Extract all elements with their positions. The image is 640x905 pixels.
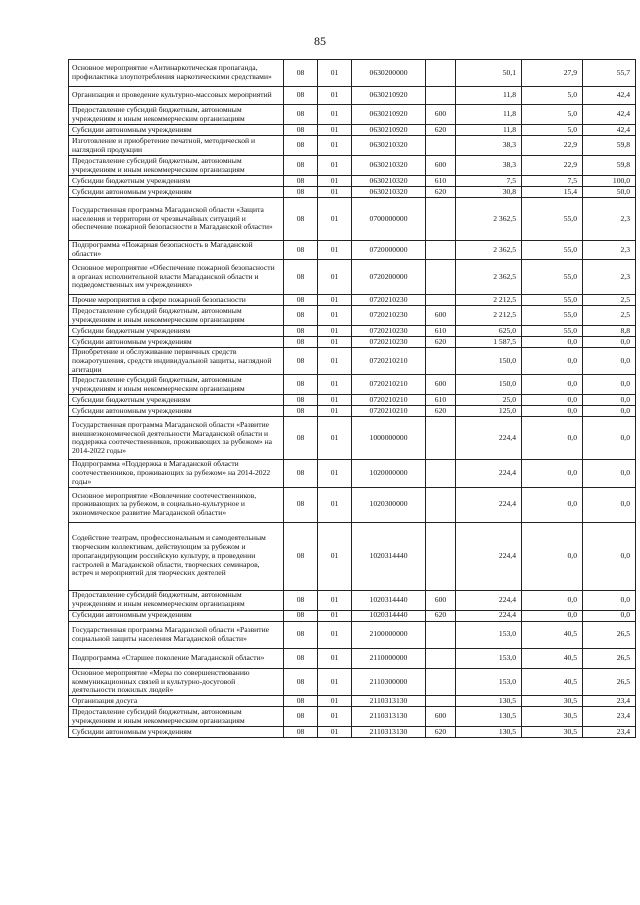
row-pct: 23,4 (583, 707, 636, 727)
row-pct: 23,4 (583, 727, 636, 738)
row-vr (426, 487, 456, 522)
row-vr (426, 87, 456, 105)
table-row (69, 60, 636, 87)
row-name: Предоставление субсидий бюджетным, автономным учреждениям и иным некоммерческим организациям (69, 707, 284, 727)
row-pct: 2,3 (583, 241, 636, 260)
row-vr: 620 (426, 610, 456, 621)
row-fact: 0,0 (522, 375, 583, 395)
row-rz: 08 (284, 668, 318, 695)
row-rz: 08 (284, 727, 318, 738)
row-name: Государственная программа Магаданской области «Развитие внешнеэкономической деятельности Магаданской области и поддержка соотечественников, проживающих за рубежом» на 2014-2022 годы» (69, 417, 284, 460)
row-vr (426, 522, 456, 590)
row-name: Субсидии автономным учреждениям (69, 337, 284, 348)
row-fact: 7,5 (522, 176, 583, 187)
row-pr: 01 (318, 156, 352, 176)
row-csr: 0720200000 (352, 260, 426, 295)
row-pr: 01 (318, 295, 352, 306)
row-fact: 22,9 (522, 136, 583, 156)
table-row (69, 621, 636, 648)
row-rz: 08 (284, 395, 318, 406)
row-vr: 610 (426, 326, 456, 337)
row-csr: 0720000000 (352, 241, 426, 260)
row-pr: 01 (318, 136, 352, 156)
row-pr: 01 (318, 241, 352, 260)
table-row (69, 406, 636, 417)
row-rz: 08 (284, 326, 318, 337)
row-pr: 01 (318, 348, 352, 375)
table-row (69, 326, 636, 337)
row-vr (426, 295, 456, 306)
table-row (69, 668, 636, 695)
row-fact: 55,0 (522, 260, 583, 295)
row-pct: 26,5 (583, 648, 636, 668)
row-pr: 01 (318, 105, 352, 125)
row-name: Приобретение и обслуживание первичных средств пожаротушения, средств индивидуальной защиты, наглядной агитации (69, 348, 284, 375)
row-fact: 0,0 (522, 487, 583, 522)
row-pct: 0,0 (583, 487, 636, 522)
row-plan: 38,3 (456, 156, 522, 176)
table-row (69, 176, 636, 187)
row-pr: 01 (318, 460, 352, 487)
row-vr: 600 (426, 156, 456, 176)
row-pct: 42,4 (583, 125, 636, 136)
table-row (69, 136, 636, 156)
row-name: Предоставление субсидий бюджетным, автономным учреждениям и иным некоммерческим организациям (69, 156, 284, 176)
row-plan: 2 212,5 (456, 306, 522, 326)
row-pct: 26,5 (583, 668, 636, 695)
row-plan: 130,5 (456, 696, 522, 707)
row-vr (426, 241, 456, 260)
row-vr: 620 (426, 125, 456, 136)
row-csr: 2110000000 (352, 648, 426, 668)
row-plan: 50,1 (456, 60, 522, 87)
row-csr: 0720210230 (352, 326, 426, 337)
row-csr: 0630210320 (352, 156, 426, 176)
row-fact: 0,0 (522, 417, 583, 460)
table-row (69, 87, 636, 105)
row-fact: 22,9 (522, 156, 583, 176)
row-fact: 30,5 (522, 696, 583, 707)
row-rz: 08 (284, 487, 318, 522)
row-pct: 23,4 (583, 696, 636, 707)
table-row (69, 460, 636, 487)
row-name: Субсидии автономным учреждениям (69, 406, 284, 417)
row-vr: 610 (426, 395, 456, 406)
row-name: Основное мероприятие «Обеспечение пожарной безопасности в органах исполнительной власти Магаданской области и подведомственных им учреждениях» (69, 260, 284, 295)
row-pct: 26,5 (583, 621, 636, 648)
row-name: Субсидии автономным учреждениям (69, 187, 284, 198)
row-plan: 2 362,5 (456, 198, 522, 241)
row-vr (426, 198, 456, 241)
row-name: Государственная программа Магаданской области «Развитие социальной защиты населения Магаданской области» (69, 621, 284, 648)
row-name: Субсидии бюджетным учреждениям (69, 326, 284, 337)
row-vr (426, 260, 456, 295)
row-plan: 1 587,5 (456, 337, 522, 348)
row-vr: 600 (426, 707, 456, 727)
row-csr: 0720210210 (352, 406, 426, 417)
row-fact: 55,0 (522, 198, 583, 241)
row-pr: 01 (318, 707, 352, 727)
table-row (69, 487, 636, 522)
row-name: Содействие театрам, профессиональным и самодеятельным творческим коллективам, действующим за рубежом и пропагандирующим российскую культуру, в проведении гастролей в Магаданской области, творческих семинаров, встреч и мероприятий для творческих деятелей (69, 522, 284, 590)
row-plan: 11,8 (456, 87, 522, 105)
row-fact: 30,5 (522, 707, 583, 727)
row-pr: 01 (318, 125, 352, 136)
row-pct: 2,3 (583, 198, 636, 241)
row-csr: 0630210320 (352, 136, 426, 156)
row-fact: 40,5 (522, 648, 583, 668)
row-vr: 620 (426, 337, 456, 348)
row-fact: 55,0 (522, 295, 583, 306)
row-plan: 224,4 (456, 522, 522, 590)
row-plan: 224,4 (456, 590, 522, 610)
row-vr: 620 (426, 727, 456, 738)
row-name: Субсидии автономным учреждениям (69, 125, 284, 136)
row-fact: 55,0 (522, 306, 583, 326)
row-vr (426, 460, 456, 487)
row-rz: 08 (284, 417, 318, 460)
row-name: Предоставление субсидий бюджетным, автономным учреждениям и иным некоммерческим организациям (69, 375, 284, 395)
row-pct: 59,8 (583, 156, 636, 176)
table-row (69, 375, 636, 395)
row-pr: 01 (318, 727, 352, 738)
row-name: Субсидии автономным учреждениям (69, 610, 284, 621)
row-pr: 01 (318, 590, 352, 610)
row-plan: 25,0 (456, 395, 522, 406)
row-plan: 11,8 (456, 105, 522, 125)
row-pct: 0,0 (583, 460, 636, 487)
row-vr: 600 (426, 375, 456, 395)
table-row (69, 696, 636, 707)
row-vr: 600 (426, 105, 456, 125)
row-name: Изготовление и приобретение печатной, методической и наглядной продукции (69, 136, 284, 156)
row-plan: 11,8 (456, 125, 522, 136)
table-row (69, 590, 636, 610)
row-pr: 01 (318, 60, 352, 87)
row-csr: 0720210230 (352, 295, 426, 306)
row-fact: 0,0 (522, 395, 583, 406)
row-fact: 0,0 (522, 610, 583, 621)
row-csr: 0720210230 (352, 337, 426, 348)
row-pct: 0,0 (583, 522, 636, 590)
row-csr: 1020000000 (352, 460, 426, 487)
row-vr (426, 60, 456, 87)
row-pct: 42,4 (583, 87, 636, 105)
table-row (69, 395, 636, 406)
row-fact: 40,5 (522, 621, 583, 648)
row-name: Субсидии автономным учреждениям (69, 727, 284, 738)
row-plan: 150,0 (456, 375, 522, 395)
row-pr: 01 (318, 187, 352, 198)
row-pct: 0,0 (583, 417, 636, 460)
row-pct: 0,0 (583, 406, 636, 417)
row-plan: 30,8 (456, 187, 522, 198)
row-pct: 100,0 (583, 176, 636, 187)
row-name: Организация досуга (69, 696, 284, 707)
row-name: Предоставление субсидий бюджетным, автономным учреждениям и иным некоммерческим организациям (69, 590, 284, 610)
row-vr (426, 417, 456, 460)
row-rz: 08 (284, 337, 318, 348)
row-name: Основное мероприятие «Антинаркотическая пропаганда, профилактика злоупотребления наркотическими средствами» (69, 60, 284, 87)
row-fact: 30,5 (522, 727, 583, 738)
row-csr: 0630200000 (352, 60, 426, 87)
table-row (69, 417, 636, 460)
row-fact: 5,0 (522, 105, 583, 125)
row-rz: 08 (284, 156, 318, 176)
table-row (69, 337, 636, 348)
row-pct: 59,8 (583, 136, 636, 156)
row-pct: 55,7 (583, 60, 636, 87)
row-rz: 08 (284, 136, 318, 156)
row-pct: 0,0 (583, 337, 636, 348)
table-row (69, 707, 636, 727)
row-pct: 2,5 (583, 306, 636, 326)
row-pct: 0,0 (583, 348, 636, 375)
table-row (69, 105, 636, 125)
row-pct: 2,5 (583, 295, 636, 306)
row-name: Подпрограмма «Пожарная безопасность в Магаданской области» (69, 241, 284, 260)
row-plan: 224,4 (456, 417, 522, 460)
row-plan: 2 362,5 (456, 241, 522, 260)
table-row (69, 156, 636, 176)
row-name: Субсидии бюджетным учреждениям (69, 176, 284, 187)
row-csr: 0630210920 (352, 105, 426, 125)
row-fact: 27,9 (522, 60, 583, 87)
row-fact: 0,0 (522, 348, 583, 375)
row-name: Основное мероприятие «Меры по совершенствованию коммуникационных связей и культурно-досуговой деятельности пожилых людей» (69, 668, 284, 695)
row-vr: 600 (426, 306, 456, 326)
row-rz: 08 (284, 348, 318, 375)
row-fact: 0,0 (522, 522, 583, 590)
row-csr: 0720210210 (352, 395, 426, 406)
row-name: Предоставление субсидий бюджетным, автономным учреждениям и иным некоммерческим организациям (69, 306, 284, 326)
table-row (69, 306, 636, 326)
table-row (69, 260, 636, 295)
row-fact: 0,0 (522, 337, 583, 348)
table-row (69, 348, 636, 375)
row-pr: 01 (318, 176, 352, 187)
row-name: Предоставление субсидий бюджетным, автономным учреждениям и иным некоммерческим организациям (69, 105, 284, 125)
budget-table (68, 59, 636, 738)
row-vr: 600 (426, 590, 456, 610)
row-plan: 625,0 (456, 326, 522, 337)
row-vr: 620 (426, 406, 456, 417)
row-rz: 08 (284, 648, 318, 668)
table-row (69, 522, 636, 590)
row-plan: 224,4 (456, 460, 522, 487)
row-rz: 08 (284, 125, 318, 136)
row-rz: 08 (284, 696, 318, 707)
row-pr: 01 (318, 487, 352, 522)
row-csr: 2100000000 (352, 621, 426, 648)
row-csr: 0720210210 (352, 348, 426, 375)
row-plan: 150,0 (456, 348, 522, 375)
row-csr: 2110300000 (352, 668, 426, 695)
row-pr: 01 (318, 306, 352, 326)
row-plan: 130,5 (456, 727, 522, 738)
row-pct: 50,0 (583, 187, 636, 198)
row-pr: 01 (318, 198, 352, 241)
row-rz: 08 (284, 406, 318, 417)
row-csr: 2110313130 (352, 707, 426, 727)
row-vr (426, 696, 456, 707)
row-name: Субсидии бюджетным учреждениям (69, 395, 284, 406)
row-pct: 0,0 (583, 395, 636, 406)
row-rz: 08 (284, 610, 318, 621)
row-rz: 08 (284, 295, 318, 306)
row-vr (426, 348, 456, 375)
row-pct: 0,0 (583, 610, 636, 621)
row-rz: 08 (284, 707, 318, 727)
row-pr: 01 (318, 395, 352, 406)
table-row (69, 241, 636, 260)
row-csr: 1020314440 (352, 522, 426, 590)
row-rz: 08 (284, 260, 318, 295)
row-rz: 08 (284, 105, 318, 125)
row-name: Прочие мероприятия в сфере пожарной безопасности (69, 295, 284, 306)
row-pr: 01 (318, 337, 352, 348)
row-plan: 7,5 (456, 176, 522, 187)
row-name: Подпрограмма «Поддержка в Магаданской области соотечественников, проживающих за рубежом» на 2014-2022 годы» (69, 460, 284, 487)
table-row (69, 187, 636, 198)
row-pct: 42,4 (583, 105, 636, 125)
row-name: Подпрограмма «Старшее поколение Магаданской области» (69, 648, 284, 668)
row-rz: 08 (284, 60, 318, 87)
row-fact: 5,0 (522, 125, 583, 136)
row-plan: 224,4 (456, 610, 522, 621)
row-plan: 2 362,5 (456, 260, 522, 295)
row-plan: 125,0 (456, 406, 522, 417)
row-rz: 08 (284, 375, 318, 395)
row-rz: 08 (284, 241, 318, 260)
row-plan: 130,5 (456, 707, 522, 727)
row-vr (426, 668, 456, 695)
row-fact: 55,0 (522, 241, 583, 260)
row-csr: 1020300000 (352, 487, 426, 522)
row-csr: 0630210920 (352, 87, 426, 105)
row-rz: 08 (284, 187, 318, 198)
row-csr: 0630210320 (352, 176, 426, 187)
table-row (69, 295, 636, 306)
row-vr: 620 (426, 187, 456, 198)
row-pr: 01 (318, 260, 352, 295)
row-pr: 01 (318, 610, 352, 621)
row-fact: 0,0 (522, 590, 583, 610)
row-pr: 01 (318, 648, 352, 668)
row-name: Государственная программа Магаданской области «Защита населения и территории от чрезвычайных ситуаций и обеспечение пожарной безопасности в Магаданской области» (69, 198, 284, 241)
row-rz: 08 (284, 621, 318, 648)
row-csr: 2110313130 (352, 727, 426, 738)
row-rz: 08 (284, 460, 318, 487)
page-number: 85 (314, 34, 326, 48)
row-plan: 2 212,5 (456, 295, 522, 306)
row-plan: 153,0 (456, 668, 522, 695)
row-plan: 224,4 (456, 487, 522, 522)
row-pr: 01 (318, 621, 352, 648)
row-csr: 0630210920 (352, 125, 426, 136)
row-rz: 08 (284, 306, 318, 326)
row-pr: 01 (318, 668, 352, 695)
table-row (69, 648, 636, 668)
table-row (69, 727, 636, 738)
row-pr: 01 (318, 696, 352, 707)
row-csr: 0630210320 (352, 187, 426, 198)
row-rz: 08 (284, 87, 318, 105)
row-csr: 2110313130 (352, 696, 426, 707)
row-pct: 8,8 (583, 326, 636, 337)
row-fact: 40,5 (522, 668, 583, 695)
table-row (69, 125, 636, 136)
row-pr: 01 (318, 417, 352, 460)
row-rz: 08 (284, 522, 318, 590)
row-name: Организация и проведение культурно-массовых мероприятий (69, 87, 284, 105)
table-row (69, 198, 636, 241)
row-csr: 1020314440 (352, 590, 426, 610)
row-vr (426, 648, 456, 668)
row-pr: 01 (318, 375, 352, 395)
row-csr: 1000000000 (352, 417, 426, 460)
row-fact: 15,4 (522, 187, 583, 198)
row-vr (426, 621, 456, 648)
row-vr (426, 136, 456, 156)
row-fact: 5,0 (522, 87, 583, 105)
row-pr: 01 (318, 406, 352, 417)
row-rz: 08 (284, 198, 318, 241)
row-fact: 55,0 (522, 326, 583, 337)
row-plan: 153,0 (456, 621, 522, 648)
table-row (69, 610, 636, 621)
row-fact: 0,0 (522, 406, 583, 417)
row-pct: 2,3 (583, 260, 636, 295)
row-csr: 0720210210 (352, 375, 426, 395)
row-pr: 01 (318, 326, 352, 337)
row-plan: 153,0 (456, 648, 522, 668)
row-csr: 0700000000 (352, 198, 426, 241)
row-csr: 1020314440 (352, 610, 426, 621)
row-rz: 08 (284, 176, 318, 187)
row-pr: 01 (318, 522, 352, 590)
row-fact: 0,0 (522, 460, 583, 487)
row-vr: 610 (426, 176, 456, 187)
row-csr: 0720210230 (352, 306, 426, 326)
row-plan: 38,3 (456, 136, 522, 156)
row-pct: 0,0 (583, 590, 636, 610)
row-pr: 01 (318, 87, 352, 105)
row-pct: 0,0 (583, 375, 636, 395)
row-name: Основное мероприятие «Вовлечение соотечественников, проживающих за рубежом, в социально-культурное и экономическое развитие Магаданской области» (69, 487, 284, 522)
row-rz: 08 (284, 590, 318, 610)
